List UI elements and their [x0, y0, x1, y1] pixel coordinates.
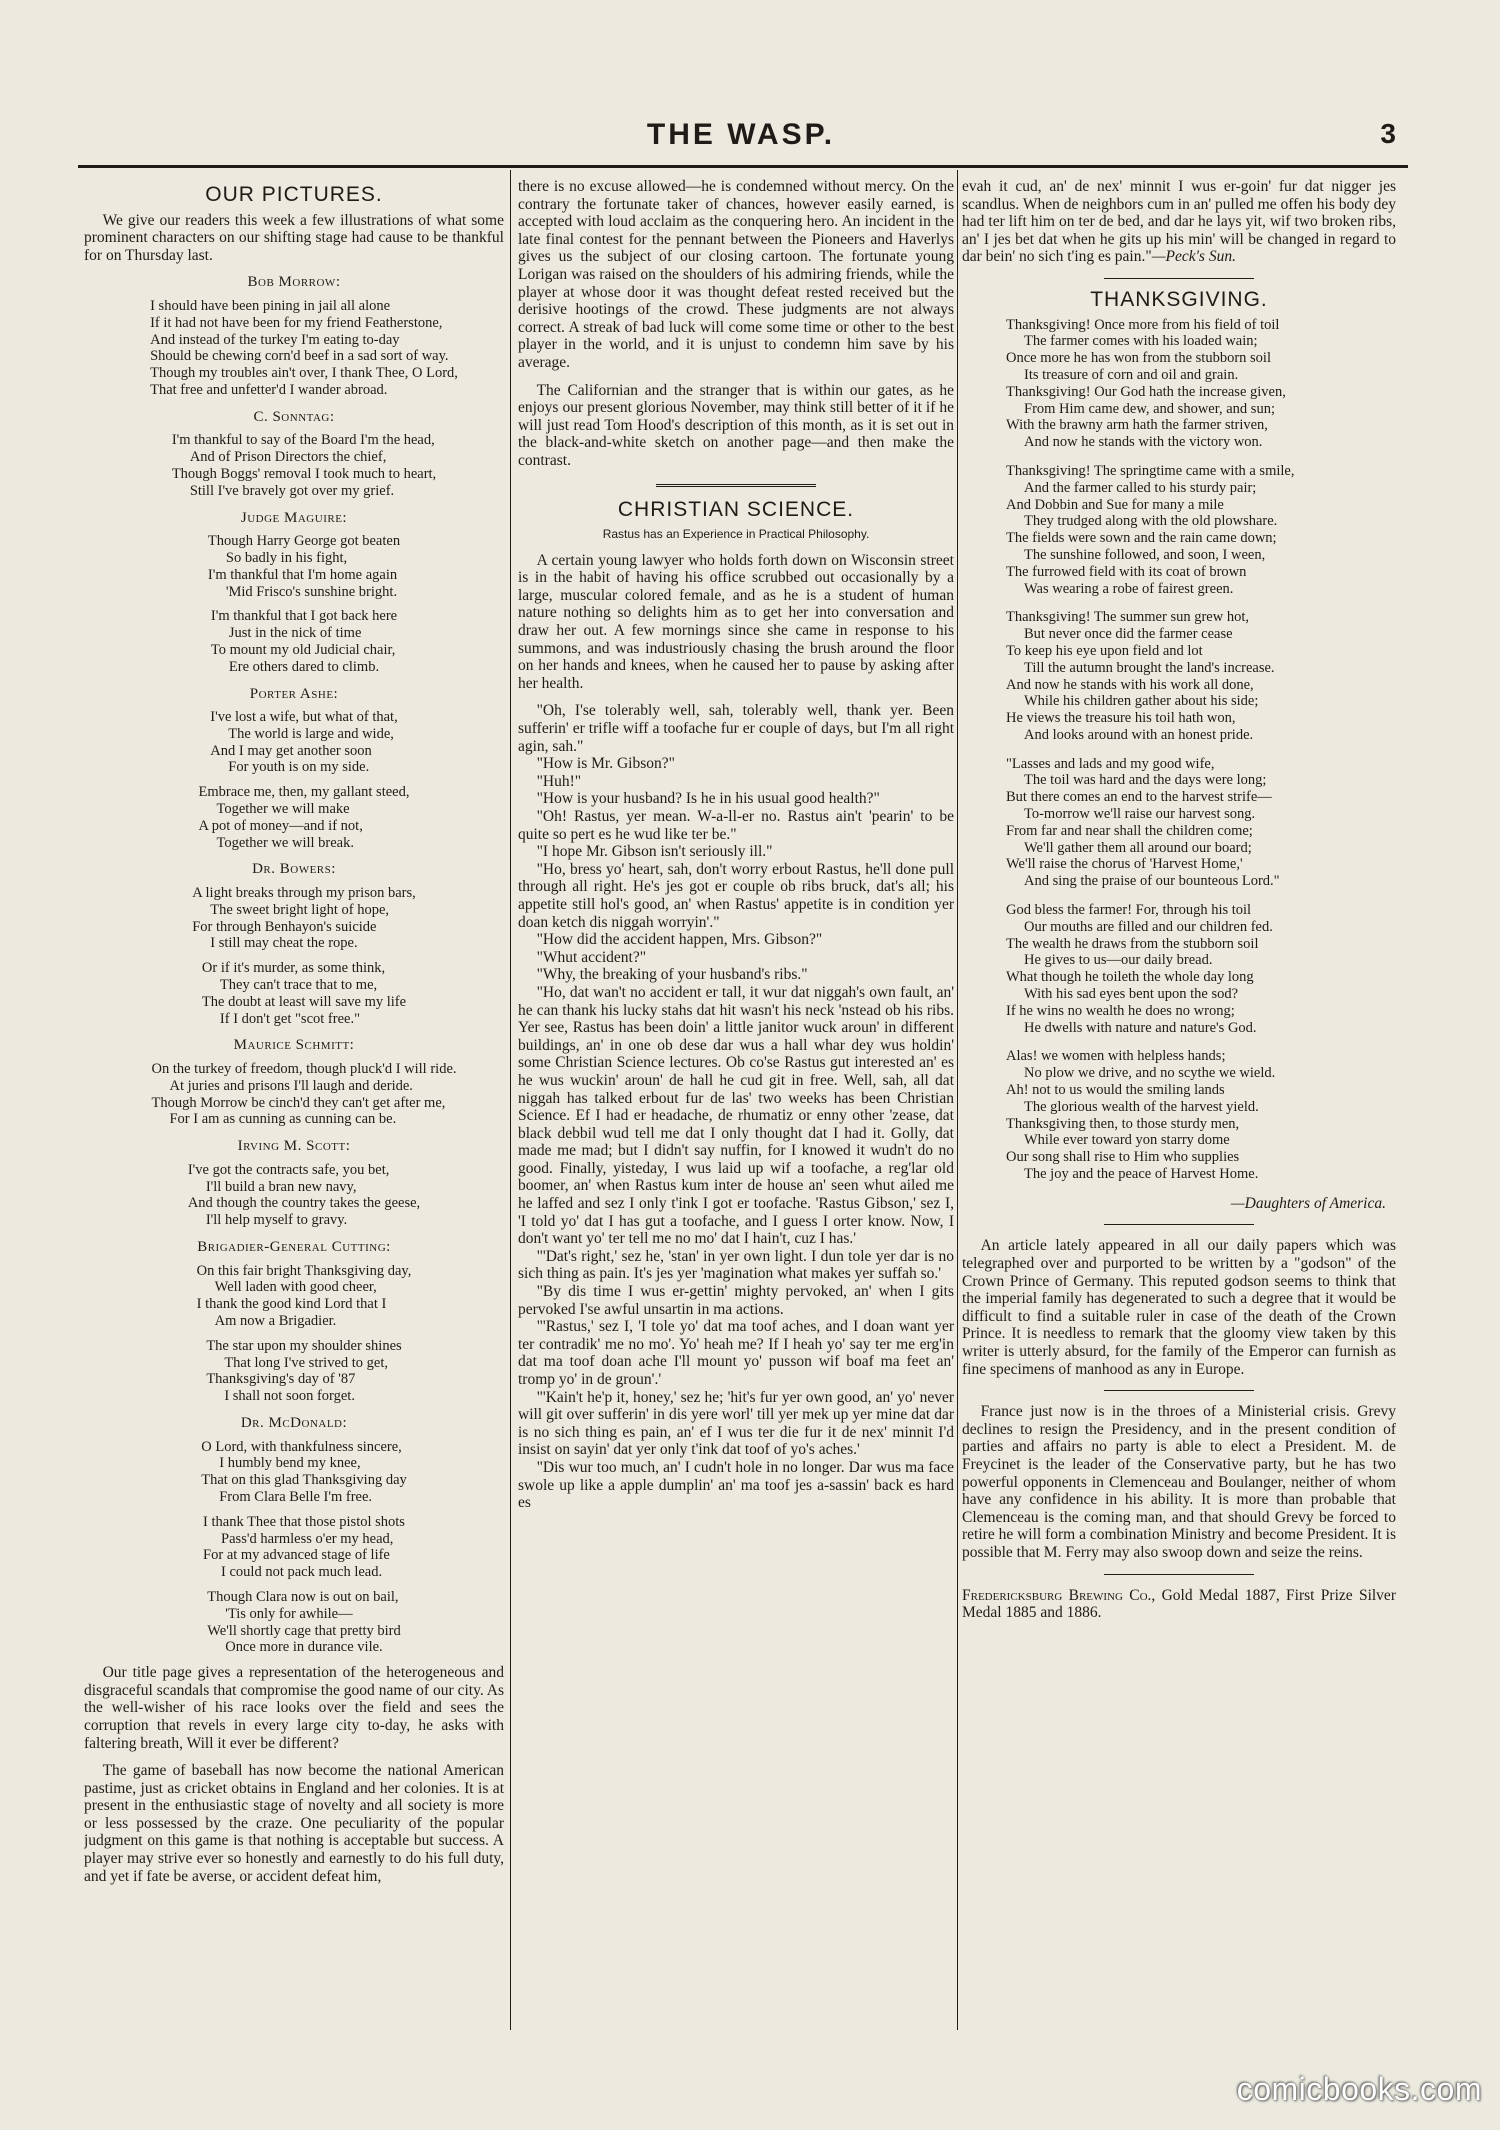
- story-paragraph: "'Kain't he'p it, honey,' sez he; 'hit's fur yer own good, an' yo' never will git over sufferin' in dis yere worl' till yer mek up yer mine dat dar is no sich thing es pain, an' ef I wus ter die fur it de nex' minnit I'd insist on sayin' dat yer only t'ink dat toof of yo's aches.': [518, 1388, 954, 1459]
- poem-line: Thanksgiving! Our God hath the increase given,: [1006, 383, 1286, 400]
- verse-line: I'm thankful that I'm home again: [207, 566, 398, 583]
- section-rule: [1104, 278, 1254, 279]
- poem-line: The furrowed field with its coat of brown: [1006, 563, 1247, 580]
- poem-line: And Dobbin and Sue for many a mile: [1006, 496, 1224, 513]
- christian-science-heading: CHRISTIAN SCIENCE.: [617, 497, 855, 521]
- poem-line: Thanksgiving! The springtime came with a smile,: [1006, 462, 1295, 479]
- story-paragraph: "Ho, dat wan't no accident er tall, it wur dat niggah's own fault, an' he can thank his lucky stahs dat hit wasn't his neck 'nstead ob his ribs. Yer see, Rastus has been doin' a little janitor wuck aroun' in different buildings, an' in one ob dese dar wus a hall whar dey wus holdin' some Christian Science lectures. Ob co'se Rastus gut interested an' es he wus wuckin' aroun' de hall he cud git in free. Well, sah, all dat niggah has talked erbout fur de las' two weeks has been Christian Science. Ef I had er headache, de rhumatiz or enny other 'zease, dat black debbil wud tell me dat I only thought dat I had it. Golly, dat made me mad; but I didn't say nuffin, for I knowed it wudn't do no good. Finally, yisteday, I wus laid up wif a toofache, a reg'lar old boomer, an' when Rastus kum inter de house an' seen whut ailed me he laffed and sez I only t'ink I got er toofache. 'Rastus Gibson,' sez I, 'I told yo' dat I has gut a toofache, and I guess I orter know. Now, I don't want yo' ter tell me no mo' dat I hain't, cuz I has.': [518, 983, 954, 1248]
- site-watermark: comicbooks.com: [1236, 2071, 1482, 2107]
- poem-line: While his children gather about his side;: [1024, 693, 1259, 710]
- poem-line: He views the treasure his toil hath won,: [1006, 710, 1236, 727]
- poem-line: Once more he has won from the stubborn soil: [1006, 350, 1271, 367]
- baseball-paragraph: The game of baseball has now become the national American pastime, just as cricket obtains in England and her colonies. It is at present in the enthusiastic stage of novelty and all society is more or less possessed by the craze. One peculiarity of the popular judgment on this game is that nothing is acceptable but success. A player may strive ever so honestly and earnestly to do his full duty, and yet if fate be averse, or accident defeat him,: [84, 1762, 504, 1885]
- verse-line: The star upon my shoulder shines: [206, 1337, 402, 1354]
- verse-line: Thanksgiving's day of '87: [206, 1371, 356, 1388]
- verse-speaker: Dr. Bowers:: [252, 861, 336, 878]
- verse-speaker: Brigadier-General Cutting:: [197, 1239, 391, 1255]
- verse-speaker: Porter Ashe:: [249, 685, 339, 702]
- verse-line: If I don't get "scot free.": [219, 1010, 360, 1027]
- poem-line: What though he toileth the whole day long: [1006, 969, 1254, 986]
- verse-line: I've got the contracts safe, you bet,: [187, 1161, 390, 1178]
- verse-stanza: [172, 885, 416, 952]
- godson-paragraph: An article lately appeared in all our daily papers which was telegraphed over and purported to be written by a "godson" of the Crown Prince of Germany. This reputed godson seems to think that the imperial family has degenerated to such a degree that it would be difficult to find a suitable ruler in case of the death of the Crown Prince. It is needless to remark that the gloomy view taken by this writer is utterly absurd, for the family of the Emperor can furnish as fine specimens of manhood as any in Europe.: [962, 1237, 1396, 1378]
- poem-line: To-morrow we'll raise our harvest song.: [1024, 806, 1256, 823]
- verse-line: For youth is on my side.: [228, 759, 370, 776]
- verse-line: Together we will make: [216, 801, 350, 818]
- story-paragraph: "Huh!": [536, 772, 582, 790]
- verse-line: For I am as cunning as cunning can be.: [169, 1111, 397, 1128]
- verse-line: A pot of money—and if not,: [198, 817, 363, 834]
- poem-line: Our song shall rise to Him who supplies: [1006, 1149, 1240, 1166]
- poem-line: If he wins no wealth he does no wrong;: [1006, 1002, 1235, 1019]
- section-rule: [656, 484, 816, 487]
- brewing-notice-name: Fredericksburg Brewing Co.: [962, 1586, 1152, 1604]
- verse-line: Am now a Brigadier.: [214, 1312, 337, 1329]
- verse-stanza: [131, 1061, 456, 1128]
- poem-line: With the brawny arm hath the farmer striven,: [1006, 417, 1268, 434]
- poem-line: The joy and the peace of Harvest Home.: [1024, 1166, 1259, 1183]
- column-1: [84, 178, 504, 2040]
- verse-line: A light breaks through my prison bars,: [192, 885, 416, 902]
- column-divider-2: [957, 170, 958, 2030]
- christian-science-story: [518, 552, 954, 1512]
- poem-line: Its treasure of corn and oil and grain.: [1024, 366, 1239, 383]
- story-paragraph: "I hope Mr. Gibson isn't seriously ill.": [536, 843, 773, 861]
- poem-stanza: [962, 463, 1396, 597]
- poem-line: And the farmer called to his sturdy pair;: [1024, 479, 1257, 496]
- story-continued: [962, 178, 1396, 266]
- verse-line: And though the country takes the geese,: [187, 1195, 421, 1212]
- verse-line: So badly in his fight,: [225, 549, 348, 566]
- title-page-paragraph: Our title page gives a representation of the heterogeneous and disgraceful scandals that compromise the good name of our city. As the well-wisher of his race looks over the field and sees the corruption that revels in every large city to-day, he asks with faltering breath, Will it ever be different?: [84, 1664, 504, 1752]
- our-pictures-intro: We give our readers this week a few illustrations of what some prominent characters on our shifting stage had cause to be thankful for on Thursday last.: [84, 211, 504, 264]
- story-paragraph: "'Dat's right,' sez he, 'stan' in yer own light. I dun tole yer dar is no sich thing as pain. It's jes yer 'magination what makes yer suffah so.': [518, 1247, 954, 1283]
- poem-stanza: [962, 609, 1396, 743]
- story-paragraph: "Ho, bress yo' heart, sah, don't worry erbout Rastus, he'll done pull through all right. He's jes got er couple ob ribs bruck, dat's all; his appetite still hol's good, an' when Rastus' appetite is in condition yer doan ketch dis niggah worryin'.": [518, 860, 954, 931]
- poem-line: And looks around with an honest pride.: [1024, 726, 1254, 743]
- verse-line: Though Harry George got beaten: [207, 533, 401, 550]
- story-paragraph: "Why, the breaking of your husband's ribs.": [536, 966, 808, 984]
- verse-stanza: [183, 1514, 405, 1581]
- story-paragraph: "Oh! Rastus, yer mean. W-a-ll-er no. Rastus ain't 'pearin' to be quite so pert es he wud like ter be.": [518, 808, 954, 843]
- verse-line: Well laden with good cheer,: [214, 1279, 377, 1296]
- poem-line: Thanksgiving then, to those sturdy men,: [1006, 1115, 1240, 1132]
- masthead-rule: [78, 165, 1408, 168]
- verse-stanza: [187, 1589, 401, 1656]
- poem-line: No plow we drive, and no scythe we wield.: [1024, 1065, 1276, 1082]
- verse-line: For through Benhayon's suicide: [192, 918, 377, 935]
- newspaper-title: THE WASP.: [646, 118, 836, 151]
- verse-line: Or if it's murder, as some think,: [201, 960, 386, 977]
- poem-line: Thanksgiving! The summer sun grew hot,: [1006, 609, 1249, 626]
- verse-line: O Lord, with thankfulness sincere,: [201, 1438, 402, 1455]
- story-paragraph: "How is Mr. Gibson?": [536, 755, 675, 773]
- poem-line: And now he stands with his work all done,: [1006, 676, 1254, 693]
- verse-line: Though Clara now is out on bail,: [207, 1588, 399, 1605]
- verse-line: 'Tis only for awhile—: [225, 1605, 353, 1622]
- verse-stanza: [179, 784, 410, 851]
- verse-stanza: [181, 1439, 407, 1506]
- story-continued-text: evah it cud, an' de nex' minnit I wus er-goin' fur dat nigger jes scandlus. When de neighbors cum in an' pulled me offen his body dey had ter lift him on ter de bed, and dar he lays yit, wif two broken ribs, an' I jes bet dat when he gits up his min' will be changed in regard to dar bein' no sich t'ing es pain.": [962, 178, 1396, 266]
- verse-line: That free and unfetter'd I wander abroad.: [150, 381, 388, 398]
- poem-stanza: [962, 756, 1396, 890]
- verse-line: I still may cheat the rope.: [210, 935, 358, 952]
- verse-stanza: [190, 709, 397, 776]
- verse-line: They can't trace that to me,: [219, 977, 378, 994]
- verse-speaker: Irving M. Scott:: [237, 1138, 351, 1155]
- poem-line: God bless the farmer! For, through his toil: [1006, 902, 1252, 919]
- poem-line: Till the autumn brought the land's increase.: [1024, 659, 1275, 676]
- verse-line: The world is large and wide,: [228, 725, 394, 742]
- verse-line: The sweet bright light of hope,: [210, 901, 390, 918]
- baseball-paragraph-continued: there is no excuse allowed—he is condemned without mercy. On the contrary the fortunate taker of chances, however easily earned, is accepted with loud acclaim as the conquering hero. An incident in the late final contest for the pennant between the Pioneers and Haverlys gives us the subject of our closing cartoon. The fortunate young Lorigan was raised on the shoulders of his admiring friends, while the player at whose door it was thought defeat rested received but the derisive hootings of the crowd. These judgments are not always correct. A streak of bad luck will come some time or other to the best player in the world, and it is unjust to condemn him save by his average.: [518, 178, 954, 371]
- verse-line: Once more in durance vile.: [225, 1639, 383, 1656]
- poem-line: Thanksgiving! Once more from his field of toil: [1006, 316, 1280, 333]
- story-paragraph: "Oh, I'se tolerably well, sah, tolerably well, thank yer. Been sufferin' er trifle wiff a toofache fur er couple of days, but I'm all right agin, sah.": [518, 702, 954, 755]
- verse-line: That on this glad Thanksgiving day: [201, 1472, 407, 1489]
- verse-line: I thank the good kind Lord that I: [196, 1296, 387, 1313]
- column-3: [962, 178, 1396, 2040]
- poem-stanza: [962, 317, 1396, 451]
- verse-line: If it had not have been for my friend Featherstone,: [150, 314, 443, 331]
- column-2: [518, 178, 954, 2040]
- poem-line: But there comes an end to the harvest strife—: [1006, 789, 1272, 806]
- verse-stanza: [191, 608, 397, 675]
- verse-line: I'm thankful to say of the Board I'm the head,: [171, 432, 435, 449]
- poem-stanza: [962, 1048, 1396, 1182]
- verse-line: Should be chewing corn'd beef in a sad sort of way.: [150, 348, 449, 365]
- poem-line: They trudged along with the old plowshare.: [1024, 513, 1278, 530]
- verse-line: I'm thankful that I got back here: [210, 608, 398, 625]
- verse-line: And I may get another soon: [210, 742, 372, 759]
- verse-line: Ere others dared to climb.: [228, 658, 380, 675]
- story-source: —Peck's Sun.: [1151, 248, 1236, 266]
- poem-signature: —Daughters of America.: [1230, 1194, 1386, 1212]
- verse-line: For at my advanced stage of life: [203, 1547, 390, 1564]
- verse-stanza: [182, 960, 406, 1027]
- masthead: [78, 112, 1404, 164]
- poem-line: Our mouths are filled and our children fed.: [1024, 918, 1273, 935]
- verse-line: And instead of the turkey I'm eating to-day: [150, 331, 400, 348]
- poem-line: The farmer comes with his loaded wain;: [1024, 333, 1258, 350]
- poem-line: Ah! not to us would the smiling lands: [1006, 1082, 1225, 1099]
- verse-line: I humbly bend my knee,: [219, 1455, 361, 1472]
- brewing-notice: [962, 1587, 1396, 1622]
- poem-line: Alas! we women with helpless hands;: [1006, 1048, 1226, 1065]
- verse-speaker: Dr. McDonald:: [240, 1414, 348, 1431]
- poem-line: The sunshine followed, and soon, I ween,: [1024, 546, 1266, 563]
- poem-line: The wealth he draws from the stubborn soil: [1006, 935, 1259, 952]
- page-number: 3: [1380, 118, 1396, 149]
- story-paragraph: "How is your husband? Is he in his usual good health?": [536, 790, 880, 808]
- story-paragraph: A certain young lawyer who holds forth down on Wisconsin street is in the habit of having his office scrubbed out occasionally by a large, muscular colored female, and as he is a student of human nature nothing so delights him as to get her into conversation and draw her out. A few mornings since she came in response to his summons, and was industriously chasing the brush around the floor on her hands and knees, when he caused her to pause by asking after her health.: [518, 551, 954, 692]
- verse-speaker: Maurice Schmitt:: [233, 1037, 355, 1054]
- poem-line: The fields were sown and the rain came down;: [1006, 530, 1277, 547]
- poem-line: From far and near shall the children come;: [1006, 822, 1253, 839]
- verse-line: That long I've strived to get,: [224, 1354, 389, 1371]
- verse-line: And of Prison Directors the chief,: [189, 449, 387, 466]
- verse-line: The doubt at least will save my life: [201, 993, 407, 1010]
- section-rule: [1104, 1574, 1254, 1575]
- verse-line: Though Morrow be cinch'd they can't get after me,: [151, 1094, 446, 1111]
- verse-line: I'll build a bran new navy,: [205, 1178, 357, 1195]
- brewing-notice-text: , Gold Medal 1887, First Prize Silver Medal 1885 and 1886.: [962, 1586, 1396, 1622]
- thanksgiving-heading: THANKSGIVING.: [1090, 287, 1268, 311]
- verse-line: From Clara Belle I'm free.: [219, 1488, 373, 1505]
- our-pictures-verses: [84, 274, 504, 1656]
- poem-line: "Lasses and lads and my good wife,: [1006, 755, 1215, 772]
- poem-line: The toil was hard and the days were long;: [1024, 772, 1267, 789]
- column-divider-1: [510, 170, 511, 2030]
- story-paragraph: "'Rastus,' sez I, 'I tole yo' dat ma toof aches, and I doan want yer ter contradik' me no mo'. Yo' heah me? If I heah yo' say ter me erg'in dat ma toof doan ache I'll mount yo' pusson wif boaf ma feet an' tromp yo' in de groun'.': [518, 1318, 954, 1388]
- poem-line: We'll raise the chorus of 'Harvest Home,': [1006, 856, 1243, 873]
- verse-line: Together we will break.: [216, 834, 354, 851]
- verse-line: Just in the nick of time: [228, 625, 362, 642]
- verse-stanza: [130, 298, 458, 399]
- verse-stanza: [186, 1338, 401, 1405]
- verse-stanza: [177, 1263, 412, 1330]
- poem-line: While ever toward yon starry dome: [1024, 1132, 1230, 1149]
- poem-line: But never once did the farmer cease: [1024, 626, 1233, 643]
- verse-line: We'll shortly cage that pretty bird: [207, 1622, 401, 1639]
- poem-line: Was wearing a robe of fairest green.: [1024, 580, 1234, 597]
- verse-line: Pass'd harmless o'er my head,: [221, 1530, 394, 1547]
- verse-stanza: [152, 432, 436, 499]
- story-paragraph: "By dis time I wus er-gettin' mighty pervoked, an' when I gits pervoked I'se awful unsartin in ma actions.: [518, 1283, 954, 1318]
- our-pictures-heading: OUR PICTURES.: [205, 183, 383, 206]
- verse-speaker: C. Sonntag:: [253, 408, 335, 425]
- poem-line: And now he stands with the victory won.: [1024, 434, 1263, 451]
- poem-line: From Him came dew, and shower, and sun;: [1024, 400, 1275, 417]
- verse-line: I thank Thee that those pistol shots: [203, 1513, 405, 1530]
- verse-line: Still I've bravely got over my grief.: [189, 482, 395, 499]
- verse-stanza: [168, 1162, 420, 1229]
- verse-line: 'Mid Frisco's sunshine bright.: [225, 583, 398, 600]
- verse-line: I could not pack much lead.: [221, 1564, 383, 1581]
- verse-line: I should have been pining in jail all alone: [150, 297, 391, 314]
- verse-line: Though Boggs' removal I took much to heart,: [171, 465, 437, 482]
- verse-line: Though my troubles ain't over, I thank Thee, O Lord,: [150, 365, 458, 382]
- verse-line: To mount my old Judicial chair,: [210, 641, 396, 658]
- verse-stanza: [188, 533, 400, 600]
- story-paragraph: "How did the accident happen, Mrs. Gibson?": [536, 931, 823, 949]
- verse-speaker: Judge Maguire:: [240, 509, 348, 526]
- verse-line: Embrace me, then, my gallant steed,: [198, 784, 410, 801]
- christian-science-subheading: Rastus has an Experience in Practical Philosophy.: [602, 527, 870, 542]
- poem-line: With his sad eyes bent upon the sod?: [1024, 986, 1239, 1003]
- section-rule: [1104, 1390, 1254, 1391]
- poem-line: And sing the praise of our bounteous Lord.": [1024, 873, 1280, 890]
- californian-paragraph: The Californian and the stranger that is within our gates, as he enjoys our present glorious November, may think still better of it if he will just read Tom Hood's description of this month, as it is set out in the black-and-white sketch on another page—and then make the contrast.: [518, 381, 954, 469]
- verse-line: I shall not soon forget.: [224, 1388, 355, 1405]
- thanksgiving-poem: [962, 317, 1396, 1183]
- story-paragraph: "Whut accident?": [536, 948, 647, 966]
- verse-line: At juries and prisons I'll laugh and deride.: [169, 1077, 413, 1094]
- verse-line: On the turkey of freedom, though pluck'd I will ride.: [151, 1061, 457, 1078]
- verse-line: I'll help myself to gravy.: [205, 1212, 348, 1229]
- poem-line: The glorious wealth of the harvest yield.: [1024, 1098, 1259, 1115]
- verse-line: I've lost a wife, but what of that,: [210, 709, 398, 726]
- story-paragraph: "Dis wur too much, an' I cudn't hole in no longer. Dar wus ma face swole up like a apple dumplin' an' ma toof jes a-sassin' back es hard es: [518, 1458, 954, 1512]
- poem-line: He gives to us—our daily bread.: [1024, 952, 1213, 969]
- poem-stanza: [962, 902, 1396, 1036]
- poem-line: We'll gather them all around our board;: [1024, 839, 1252, 856]
- verse-line: On this fair bright Thanksgiving day,: [196, 1262, 412, 1279]
- section-rule: [1104, 1224, 1254, 1225]
- verse-speaker: Bob Morrow:: [247, 274, 341, 291]
- france-paragraph: France just now is in the throes of a Ministerial crisis. Grevy declines to resign the Presidency, and in the present condition of parties and affairs no party is able to elect a President. M. de Freycinet is the leader of the Conservative party, but he has two powerful opponents in Clemenceau and Boulanger, neither of whom have any confidence in his ability. It is more than probable that Clemenceau is the coming man, and that should Grevy be forced to retire he will form a combination Ministry and become President. It is possible that M. Ferry may also swoop down and seize the reins.: [962, 1403, 1396, 1561]
- poem-line: He dwells with nature and nature's God.: [1024, 1019, 1257, 1036]
- poem-line: To keep his eye upon field and lot: [1006, 642, 1203, 659]
